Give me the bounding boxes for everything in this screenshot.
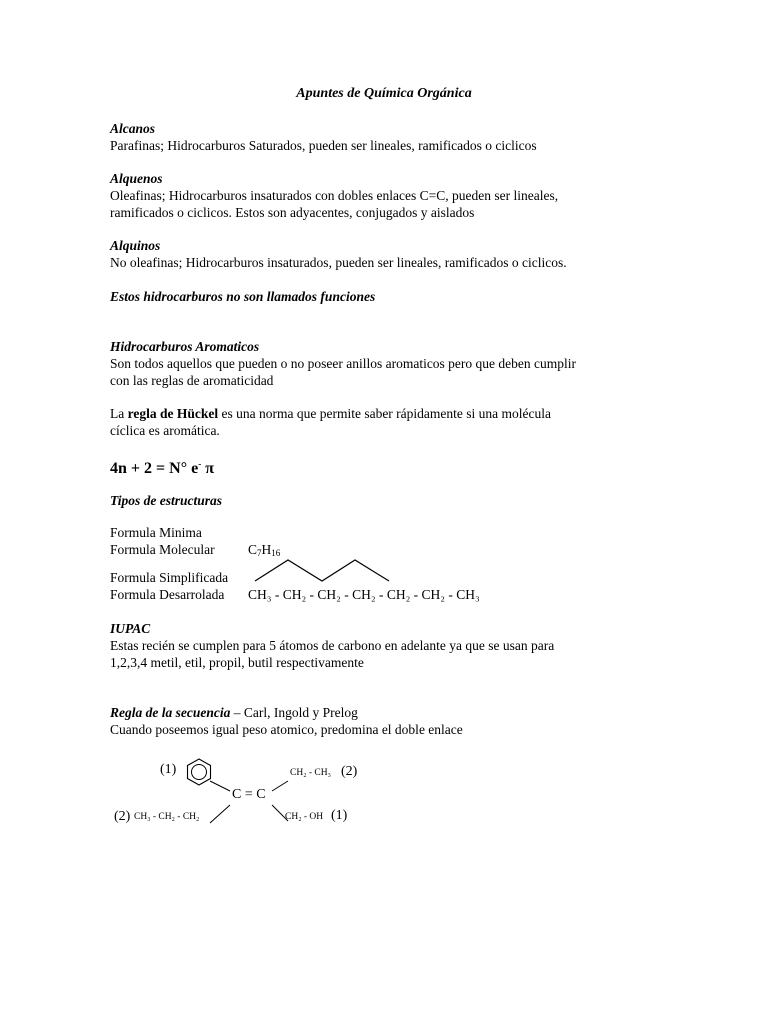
- formula-sup: -: [198, 459, 202, 469]
- substituent-bottom-left: CH₃ - CH₂ - CH₂: [134, 812, 200, 822]
- section-iupac: [110, 620, 670, 671]
- mol-c-sub: 7: [257, 548, 262, 558]
- heading-alquinos: Alquinos: [110, 238, 161, 253]
- formula-molecular-label: Formula Molecular: [110, 542, 215, 557]
- section-tipos: [110, 492, 670, 509]
- section-alquinos: [110, 237, 670, 271]
- secuencia-dash: –: [230, 705, 244, 720]
- priority-label-1-bottom: (1): [331, 808, 348, 823]
- section-alquenos: [110, 170, 670, 221]
- section-alcanos: [110, 120, 670, 154]
- text-alcanos: Parafinas; Hidrocarburos Saturados, pueden ser lineales, ramificados o ciclicos: [110, 138, 537, 153]
- priority-label-2-top: (2): [341, 764, 358, 779]
- mol-c: C: [248, 542, 258, 557]
- heading-tipos: Tipos de estructuras: [110, 493, 223, 508]
- formula-simplificada-label: Formula Simplificada: [110, 570, 229, 585]
- formula-minima-label: Formula Minima: [110, 525, 202, 540]
- priority-label-1-top: (1): [160, 762, 177, 777]
- mol-h-sub: 16: [271, 548, 281, 558]
- huckel-prefix: La: [110, 406, 128, 421]
- section-huckel: [110, 405, 670, 439]
- text-alquenos-line1: Oleafinas; Hidrocarburos insaturados con dobles enlaces C=C, pueden ser lineales,: [110, 188, 559, 203]
- priority-label-2-bottom: (2): [114, 809, 131, 824]
- text-aromaticos-line1: Son todos aquellos que pueden o no poseer anillos aromaticos pero que deben cumplir: [110, 356, 577, 371]
- huckel-rule-name: regla de Hückel: [127, 406, 219, 421]
- heading-iupac: IUPAC: [110, 621, 151, 636]
- note-funciones: Estos hidrocarburos no son llamados funciones: [110, 289, 376, 304]
- text-alquenos-line2: ramificados o ciclicos. Estos son adyacentes, conjugados y aislados: [110, 205, 475, 220]
- secuencia-authors: Carl, Ingold y Prelog: [243, 705, 358, 720]
- text-huckel-line2: cíclica es aromática.: [110, 423, 220, 438]
- page-title: Apuntes de Química Orgánica: [296, 86, 472, 101]
- text-secuencia: Cuando poseemos igual peso atomico, predomina el doble enlace: [110, 722, 463, 737]
- substituent-bottom-right: CH₂ - OH: [285, 812, 324, 822]
- formula-pi: π: [201, 460, 214, 477]
- text-alquinos: No oleafinas; Hidrocarburos insaturados, pueden ser lineales, ramificados o ciclicos.: [110, 255, 567, 270]
- formula-desarrolada-label: Formula Desarrolada: [110, 587, 225, 602]
- zigzag-skeletal-formula: [255, 557, 390, 583]
- molecule-diagram: [110, 755, 710, 835]
- text-huckel-line1: [110, 405, 670, 422]
- text-iupac-line2: 1,2,3,4 metil, etil, propil, butil respectivamente: [110, 655, 364, 670]
- heading-alcanos: Alcanos: [110, 121, 156, 136]
- heading-secuencia: Regla de la secuencia: [110, 705, 231, 720]
- heading-secuencia-line: [110, 704, 670, 721]
- structures-block: [110, 525, 710, 605]
- molecular-formula-value: [248, 542, 280, 558]
- section-aromaticos: [110, 338, 670, 389]
- substituent-top-right: CH₂ - CH₃: [290, 768, 331, 778]
- double-bond-center: C = C: [232, 787, 266, 802]
- formula-desarrolada-value: CH₃ - CH₂ - CH₂ - CH₂ - CH₂ - CH₂ - CH₃: [248, 587, 480, 602]
- mol-h: H: [261, 542, 272, 557]
- heading-aromaticos: Hidrocarburos Aromaticos: [110, 339, 260, 354]
- text-aromaticos-line2: con las reglas de aromaticidad: [110, 373, 274, 388]
- huckel-rest: es una norma que permite saber rápidamente si una molécula: [218, 406, 551, 421]
- formula-main: 4n + 2 = N° e: [110, 460, 199, 477]
- heading-alquenos: Alquenos: [110, 171, 163, 186]
- text-iupac-line1: Estas recién se cumplen para 5 átomos de carbono en adelante ya que se usan para: [110, 638, 555, 653]
- huckel-formula: [110, 456, 670, 477]
- section-formula: [110, 456, 670, 477]
- section-secuencia: [110, 704, 670, 738]
- section-nota: [110, 288, 670, 305]
